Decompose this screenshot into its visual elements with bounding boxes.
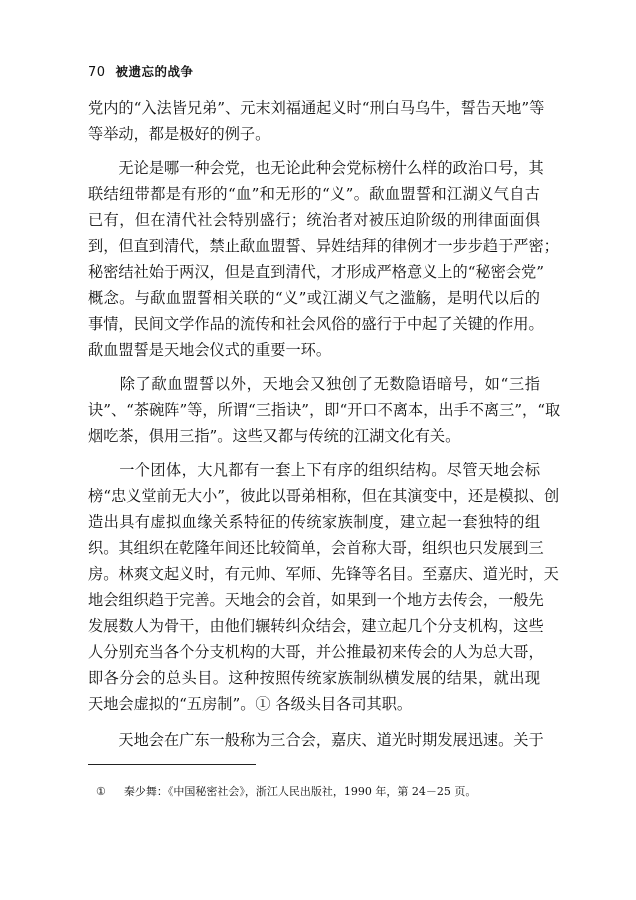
- book-title: 被遗忘的战争: [115, 64, 194, 79]
- running-head: [88, 62, 194, 80]
- text-line: 即各分会的总头目。这种按照传统家族制纵横发展的结果，就出现: [88, 669, 540, 687]
- text-line: 秘密结社始于两汉，但是直到清代，才形成严格意义上的“秘密会党”: [88, 263, 544, 281]
- text-line: 房。林爽文起义时，有元帅、军师、先锋等名目。至嘉庆、道光时，天: [88, 565, 559, 583]
- text-line: 一个团体，大凡都有一套上下有序的组织结构。尽管天地会标: [88, 461, 540, 479]
- text-line: 织。其组织在乾隆年间还比较简单，会首称大哥，组织也只发展到三: [88, 539, 544, 557]
- text-line: 烟吃茶，俱用三指”。这些又都与传统的江湖文化有关。: [88, 427, 461, 445]
- text-line: 到，但直到清代，禁止歃血盟誓、异姓结拜的律例才一步步趋于严密；: [88, 237, 559, 255]
- text-line: 诀”、“茶碗阵”等，所谓“三指诀”，即“开口不离本，出手不离三”，“取: [88, 401, 561, 419]
- text-line: 无论是哪一种会党，也无论此种会党标榜什么样的政治口号，其: [88, 159, 544, 177]
- text-line: 联结纽带都是有形的“血”和无形的“义”。歃血盟誓和江湖义气自古: [88, 185, 540, 203]
- footnote-text: 秦少舞：《中国秘密社会》，浙江人民出版社，1990 年，第 24－25 页。: [123, 785, 477, 798]
- text-line: 人分别充当各个分支机构的大哥，并公推最初来传会的人为总大哥，: [88, 643, 544, 661]
- text-line: 天地会在广东一般称为三合会，嘉庆、道光时期发展迅速。关于: [88, 731, 544, 749]
- text-line: 歃血盟誓是天地会仪式的重要一环。: [88, 341, 331, 359]
- text-line: 除了歃血盟誓以外，天地会又独创了无数隐语暗号，如“三指: [88, 375, 540, 393]
- text-line: 榜“忠义堂前无大小”，彼此以哥弟相称，但在其演变中，还是模拟、创: [88, 487, 560, 505]
- page-number: 70: [88, 65, 106, 80]
- text-line: 已有，但在清代社会特别盛行；统治者对被压迫阶级的刑律面面俱: [88, 211, 540, 229]
- text-line: 党内的“入法皆兄弟”、元末刘福通起义时“刑白马乌牛，誓告天地”等: [88, 99, 545, 117]
- footnote-marker: ①: [96, 785, 106, 798]
- text-line: 发展数人为骨干，由他们辗转纠众结会，建立起几个分支机构，这些: [88, 617, 544, 635]
- footnote: [96, 784, 476, 800]
- text-line: 事情，民间文学作品的流传和社会风俗的盛行于中起了关键的作用。: [88, 315, 544, 333]
- footnote-divider: [88, 764, 256, 765]
- text-line: 概念。与歃血盟誓相关联的“义”或江湖义气之滥觞，是明代以后的: [88, 289, 540, 307]
- text-line: 地会组织趋于完善。天地会的会首，如果到一个地方去传会，一般先: [88, 591, 544, 609]
- text-line: 造出具有虚拟血缘关系特征的传统家族制度，建立起一套独特的组: [88, 513, 540, 531]
- text-line: 天地会虚拟的“五房制”。① 各级头目各司其职。: [88, 695, 413, 713]
- text-line: 等举动，都是极好的例子。: [88, 125, 271, 143]
